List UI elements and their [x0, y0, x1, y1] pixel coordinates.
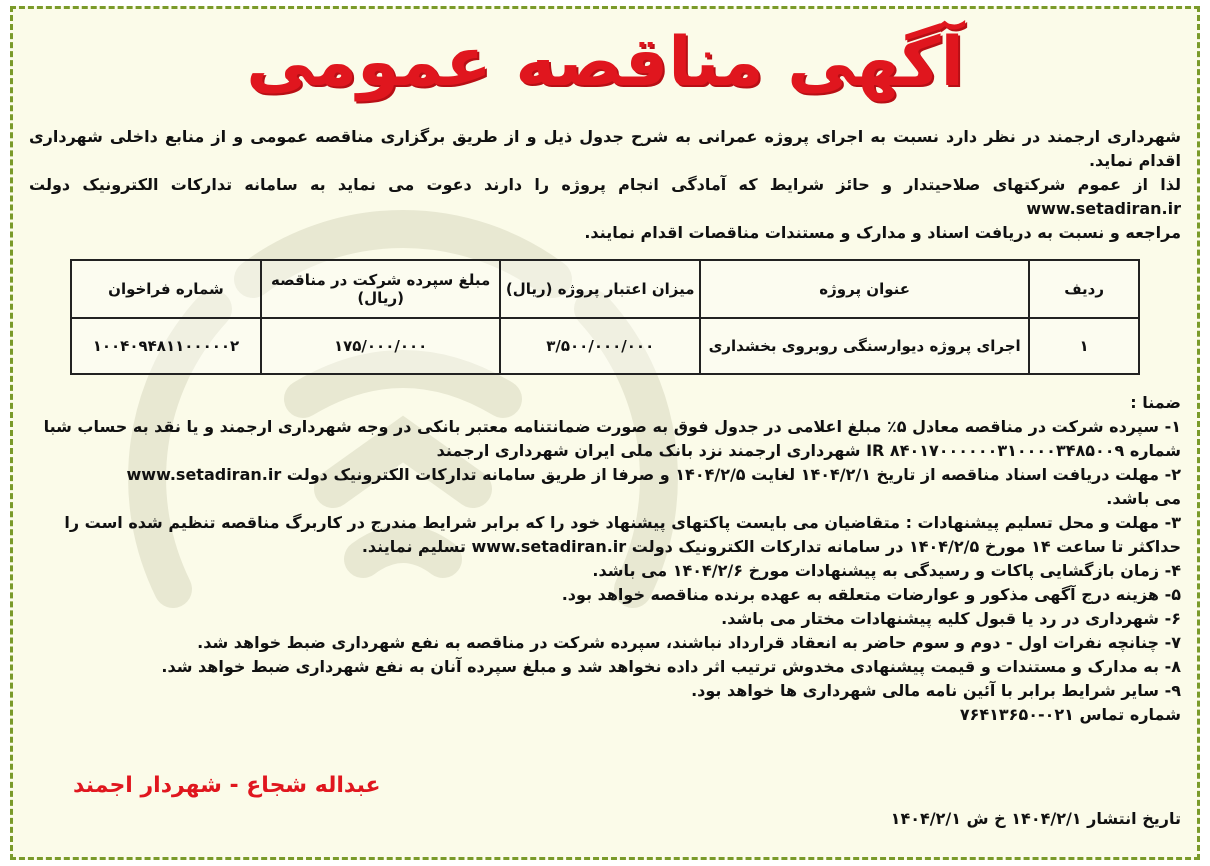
header-project-budget: میزان اعتبار پروژه (ریال): [500, 260, 700, 318]
term-line: می باشد.: [1106, 489, 1181, 508]
cell-row-number: ۱: [1029, 318, 1139, 374]
mayor-signature: عبداله شجاع - شهردار اجمند: [73, 773, 381, 798]
cell-deposit-amount: ۱۷۵/۰۰۰/۰۰۰: [261, 318, 501, 374]
intro-paragraph: [29, 125, 1181, 245]
header-row-number: ردیف: [1029, 260, 1139, 318]
table-row: [71, 318, 1139, 374]
intro-line: لذا از عموم شرکتهای صلاحیتدار و حائز شرایط که آمادگی انجام پروژه را دارند دعوت می نماید به سامانه تدارکات الکترونیک دولت www.setadiran.ir: [29, 175, 1181, 218]
term-line: ۷- چنانچه نفرات اول - دوم و سوم حاضر به انعقاد قرارداد نباشند، سپرده شرکت در مناقصه به نفع شهرداری ضبط خواهد شد.: [197, 633, 1181, 652]
term-line: ۵- هزینه درج آگهی مذکور و عوارضات متعلقه به عهده برنده مناقصه خواهد بود.: [561, 585, 1181, 604]
header-deposit-amount: مبلغ سپرده شرکت در مناقصه (ریال): [261, 260, 501, 318]
intro-line: مراجعه و نسبت به دریافت اسناد و مدارک و مستندات مناقصات اقدام نمایند.: [584, 223, 1181, 242]
term-line: ۲- مهلت دریافت اسناد مناقصه از تاریخ ۱۴۰۴/۲/۱ لغایت ۱۴۰۴/۲/۵ و صرفا از طریق سامانه تدارکات الکترونیک دولت www.setadiran.ir: [126, 465, 1181, 484]
term-line: شماره IR ۸۴۰۱۷۰۰۰۰۰۰۳۱۰۰۰۰۳۴۸۵۰۰۹ شهرداری ارجمند نزد بانک ملی ایران شهرداری ارجمند: [436, 441, 1181, 460]
table-header-row: [71, 260, 1139, 318]
contact-number: شماره تماس ۰۲۱-۷۶۴۱۳۶۵۰: [959, 705, 1181, 724]
term-line: حداکثر تا ساعت ۱۴ مورخ ۱۴۰۴/۲/۵ در سامانه تدارکات الکترونیک دولت www.setadiran.ir تسلیم نمایند.: [361, 537, 1181, 556]
term-line: ۸- به مدارک و مستندات و قیمت پیشنهادی مخدوش ترتیب اثر داده نخواهد شد و مبلغ سپرده آنان به نفع شهرداری ضبط خواهد شد.: [161, 657, 1181, 676]
term-line: ۶- شهرداری در رد یا قبول کلیه پیشنهادات مختار می باشد.: [721, 609, 1181, 628]
notice-frame: [10, 6, 1200, 860]
publication-date: تاریخ انتشار ۱۴۰۴/۲/۱ خ ش ۱۴۰۴/۲/۱: [890, 809, 1181, 828]
terms-heading: ضمنا :: [1130, 393, 1181, 412]
cell-project-title: اجرای پروژه دیوارسنگی روبروی بخشداری: [700, 318, 1029, 374]
terms-list: [29, 391, 1181, 727]
notice-title: آگهی مناقصه عمومی: [246, 23, 964, 102]
cell-call-number: ۱۰۰۴۰۹۴۸۱۱۰۰۰۰۰۲: [71, 318, 261, 374]
cell-project-budget: ۳/۵۰۰/۰۰۰/۰۰۰: [500, 318, 700, 374]
header-project-title: عنوان پروژه: [700, 260, 1029, 318]
header-call-number: شماره فراخوان: [71, 260, 261, 318]
term-line: ۴- زمان بازگشایی پاکات و رسیدگی به پیشنهادات مورخ ۱۴۰۴/۲/۶ می باشد.: [592, 561, 1181, 580]
term-line: ۱- سپرده شرکت در مناقصه معادل ۵٪ مبلغ اعلامی در جدول فوق به صورت ضمانتنامه معتبر بانکی در وجه شهرداری ارجمند و یا نقد به حساب شبا: [43, 417, 1181, 436]
term-line: ۹- سایر شرایط برابر با آئین نامه مالی شهرداری ها خواهد بود.: [691, 681, 1181, 700]
tender-table: [70, 259, 1140, 375]
intro-line: شهرداری ارجمند در نظر دارد نسبت به اجرای پروژه عمرانی به شرح جدول ذیل و از طریق برگزاری مناقصه عمومی و از منابع داخلی شهرداری اقدام نماید.: [29, 127, 1181, 170]
term-line: ۳- مهلت و محل تسلیم پیشنهادات : متقاضیان می بایست پاکتهای پیشنهاد خود را که برابر شرایط مندرج در کاربرگ مناقصه تنظیم شده است را: [64, 513, 1181, 532]
